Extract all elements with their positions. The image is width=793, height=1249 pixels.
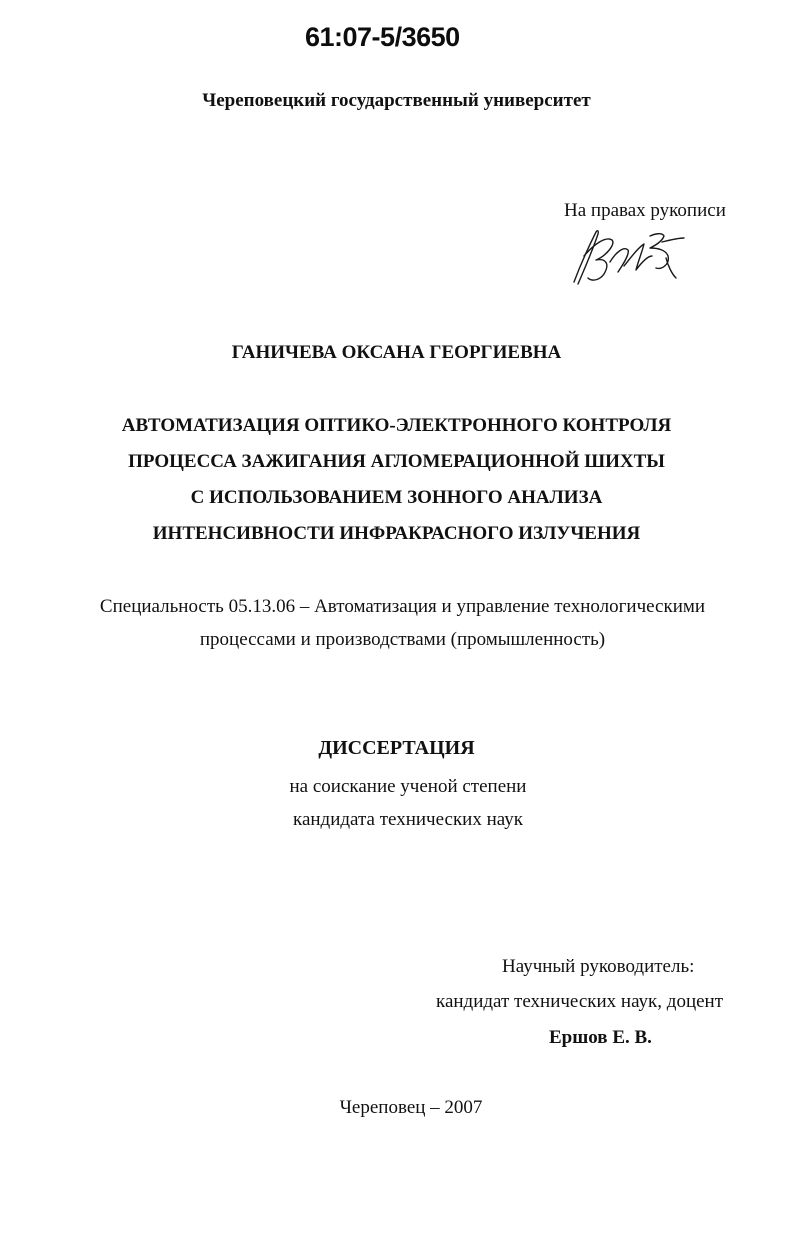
- title-line: С ИСПОЛЬЗОВАНИЕМ ЗОННОГО АНАЛИЗА: [190, 487, 603, 508]
- manuscript-note: На правах рукописи: [564, 200, 726, 221]
- title-line: ПРОЦЕССА ЗАЖИГАНИЯ АГЛОМЕРАЦИОННОЙ ШИХТЫ: [128, 451, 665, 472]
- city-year: Череповец – 2007: [339, 1097, 483, 1118]
- title-line: АВТОМАТИЗАЦИЯ ОПТИКО-ЭЛЕКТРОННОГО КОНТРОЛЯ: [121, 415, 672, 436]
- degree-line: на соискание ученой степени: [289, 776, 527, 797]
- supervisor-name: Ершов Е. В.: [549, 1027, 652, 1048]
- university-name: Череповецкий государственный университет: [202, 90, 591, 111]
- degree-line: кандидата технических наук: [293, 809, 523, 830]
- author-name: ГАНИЧЕВА ОКСАНА ГЕОРГИЕВНА: [231, 342, 562, 363]
- document-type: ДИССЕРТАЦИЯ: [318, 737, 475, 759]
- specialty-line: процессами и производствами (промышленность): [199, 629, 606, 650]
- supervisor-rank: кандидат технических наук, доцент: [436, 991, 724, 1012]
- degree-sought: [0, 775, 793, 841]
- specialty-line: Специальность 05.13.06 – Автоматизация и управление технологическими: [99, 596, 706, 617]
- handwritten-signature-icon: [566, 226, 696, 288]
- supervisor-label: Научный руководитель:: [502, 956, 695, 977]
- specialty: [0, 594, 793, 660]
- catalog-number: 61:07-5/3650: [305, 22, 460, 52]
- dissertation-title: [0, 412, 793, 556]
- title-line: ИНТЕНСИВНОСТИ ИНФРАКРАСНОГО ИЗЛУЧЕНИЯ: [152, 523, 641, 544]
